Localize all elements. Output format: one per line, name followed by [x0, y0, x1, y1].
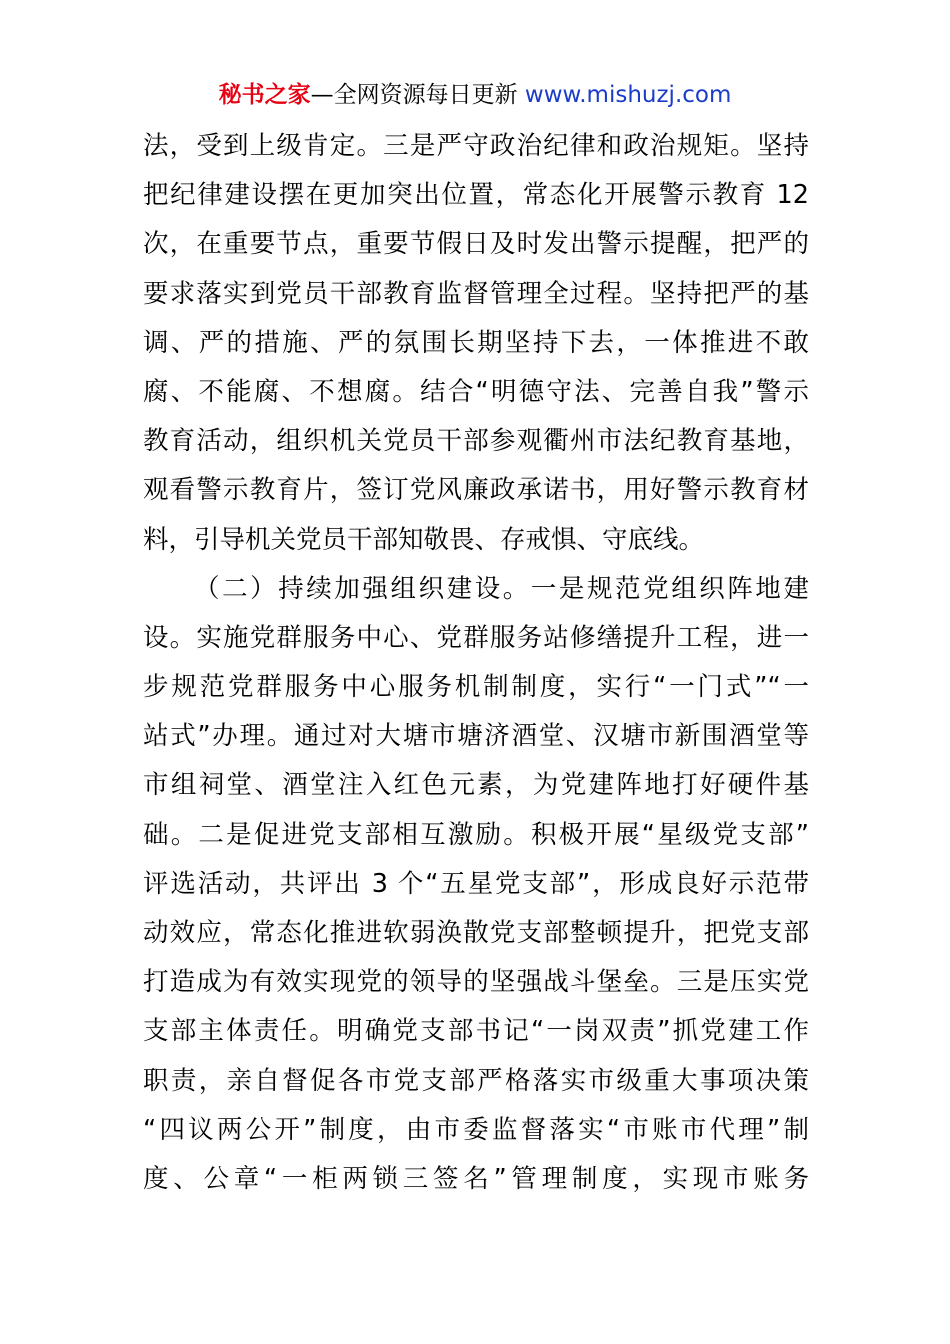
text-line: 步规范党群服务中心服务机制制度，实行“一门式”“一: [143, 672, 809, 703]
text-line: 调、严的措施、严的氛围长期坚持下去，一体推进不敢: [143, 327, 809, 358]
text-line: 度、公章“一柜两锁三签名”管理制度，实现市账务: [143, 1163, 809, 1194]
text-line: 评选活动，共评出 3 个“五星党支部”，形成良好示范带: [143, 868, 809, 899]
text-line: 支部主体责任。明确党支部书记“一岗双责”抓党建工作: [143, 1016, 809, 1047]
section-heading-line: （二）持续加强组织建设。一是规范党组织阵地建: [194, 573, 809, 604]
text-line: 市组祠堂、酒堂注入红色元素，为党建阵地打好硬件基: [143, 770, 809, 801]
text-line: 动效应，常态化推进软弱涣散党支部整顿提升，把党支部: [143, 918, 809, 948]
text-line: 站式”办理。通过对大塘市塘济酒堂、汉塘市新围酒堂等: [143, 721, 809, 752]
text-line: 把纪律建设摆在更加突出位置，常态化开展警示教育 12: [143, 180, 809, 211]
header-tagline: —全网资源每日更新: [310, 82, 518, 108]
document-body: [143, 122, 809, 1204]
page-header: [0, 80, 950, 110]
header-url[interactable]: www.mishuzj.com: [524, 82, 732, 108]
text-line: 料，引导机关党员干部知敬畏、存戒惧、守底线。: [143, 524, 705, 555]
text-line: 础。二是促进党支部相互激励。积极开展“星级党支部”: [143, 819, 809, 850]
text-line: 职责，亲自督促各市党支部严格落实市级重大事项决策: [143, 1065, 809, 1096]
text-line: 设。实施党群服务中心、党群服务站修缮提升工程，进一: [143, 622, 809, 653]
text-line: 要求落实到党员干部教育监督管理全过程。坚持把严的基: [143, 278, 809, 309]
text-line: “四议两公开”制度，由市委监督落实“市账市代理”制: [143, 1114, 809, 1145]
text-line: 次，在重要节点，重要节假日及时发出警示提醒，把严的: [143, 229, 809, 260]
text-line: 法，受到上级肯定。三是严守政治纪律和政治规矩。坚持: [143, 131, 809, 161]
text-line: 腐、不能腐、不想腐。结合“明德守法、完善自我”警示: [143, 376, 809, 407]
header-brand: 秘书之家: [218, 82, 311, 108]
text-line: 教育活动，组织机关党员干部参观衢州市法纪教育基地，: [143, 426, 809, 457]
text-line: 观看警示教育片，签订党风廉政承诺书，用好警示教育材: [143, 475, 809, 506]
text-line: 打造成为有效实现党的领导的坚强战斗堡垒。三是压实党: [143, 967, 809, 998]
